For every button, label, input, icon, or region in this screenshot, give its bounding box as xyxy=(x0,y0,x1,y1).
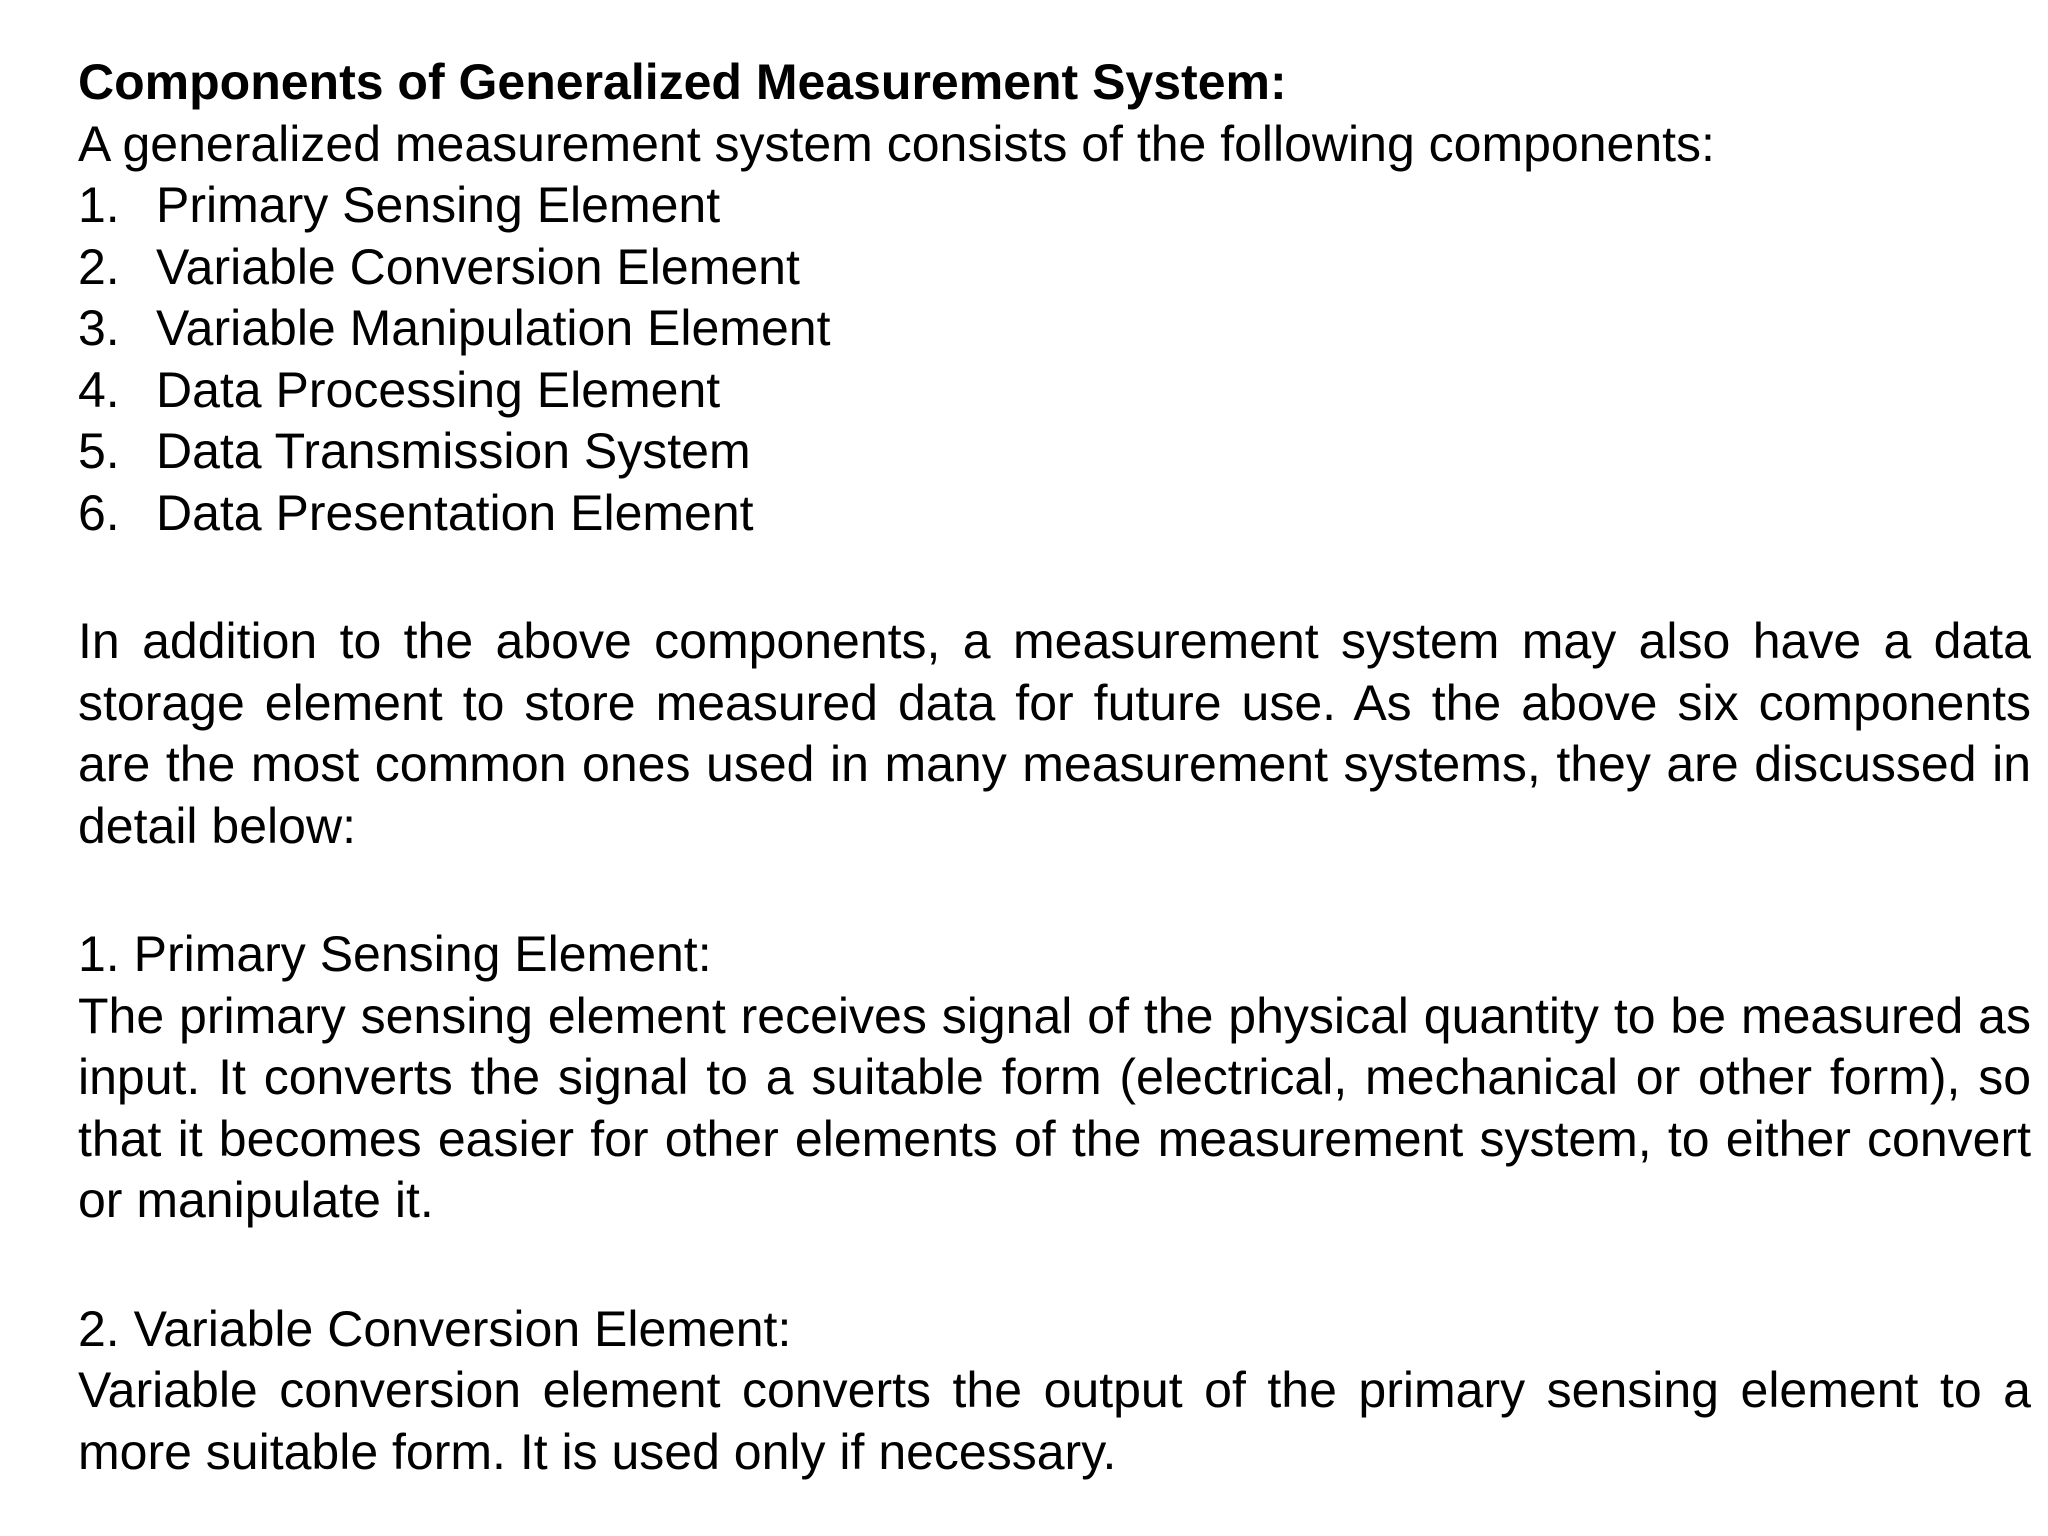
paragraph-spacer xyxy=(78,1232,2031,1299)
list-item-label: Variable Manipulation Element xyxy=(156,300,831,356)
list-item-number: 1. xyxy=(78,177,120,233)
list-item xyxy=(78,175,2031,237)
list-item xyxy=(78,237,2031,299)
section-title-primary-sensing: 1. Primary Sensing Element: xyxy=(78,926,712,982)
list-item-number: 4. xyxy=(78,361,120,418)
list-item-label: Data Transmission System xyxy=(156,423,751,479)
list-item-label: Primary Sensing Element xyxy=(156,177,721,233)
components-list xyxy=(78,175,2031,544)
section-body-primary-sensing: The primary sensing element receives signal of the physical quantity to be measured as input. It converts the signal to a suitable form (electrical, mechanical or other form), so that it becomes easier for other elements of the measurement system, to either convert or manipulate it. xyxy=(78,987,2031,1228)
list-item-number: 5. xyxy=(78,423,120,479)
list-item xyxy=(78,360,2031,422)
paragraph-spacer xyxy=(78,544,2031,611)
document-page xyxy=(78,52,2031,1483)
section-title-variable-conversion: 2. Variable Conversion Element: xyxy=(78,1300,792,1357)
list-item-label: Variable Conversion Element xyxy=(156,238,800,295)
list-item-number: 3. xyxy=(78,300,120,356)
list-item xyxy=(78,421,2031,483)
paragraph-spacer xyxy=(78,857,2031,924)
list-item xyxy=(78,483,2031,545)
list-item-label: Data Processing Element xyxy=(156,361,721,418)
addition-paragraph: In addition to the above components, a measurement system may also have a data storage element to store measured data for future use. As the above six components are the most common ones used in many measurement systems, they are discussed in detail below: xyxy=(78,613,2031,854)
list-item-number: 6. xyxy=(78,484,120,541)
list-item xyxy=(78,298,2031,360)
intro-text: A generalized measurement system consists of the following components: xyxy=(78,115,1715,172)
list-item-number: 2. xyxy=(78,238,120,295)
document-heading: Components of Generalized Measurement System: xyxy=(78,54,1287,110)
section-body-variable-conversion: Variable conversion element converts the output of the primary sensing element to a more suitable form. It is used only if necessary. xyxy=(78,1362,2031,1480)
list-item-label: Data Presentation Element xyxy=(156,484,754,541)
